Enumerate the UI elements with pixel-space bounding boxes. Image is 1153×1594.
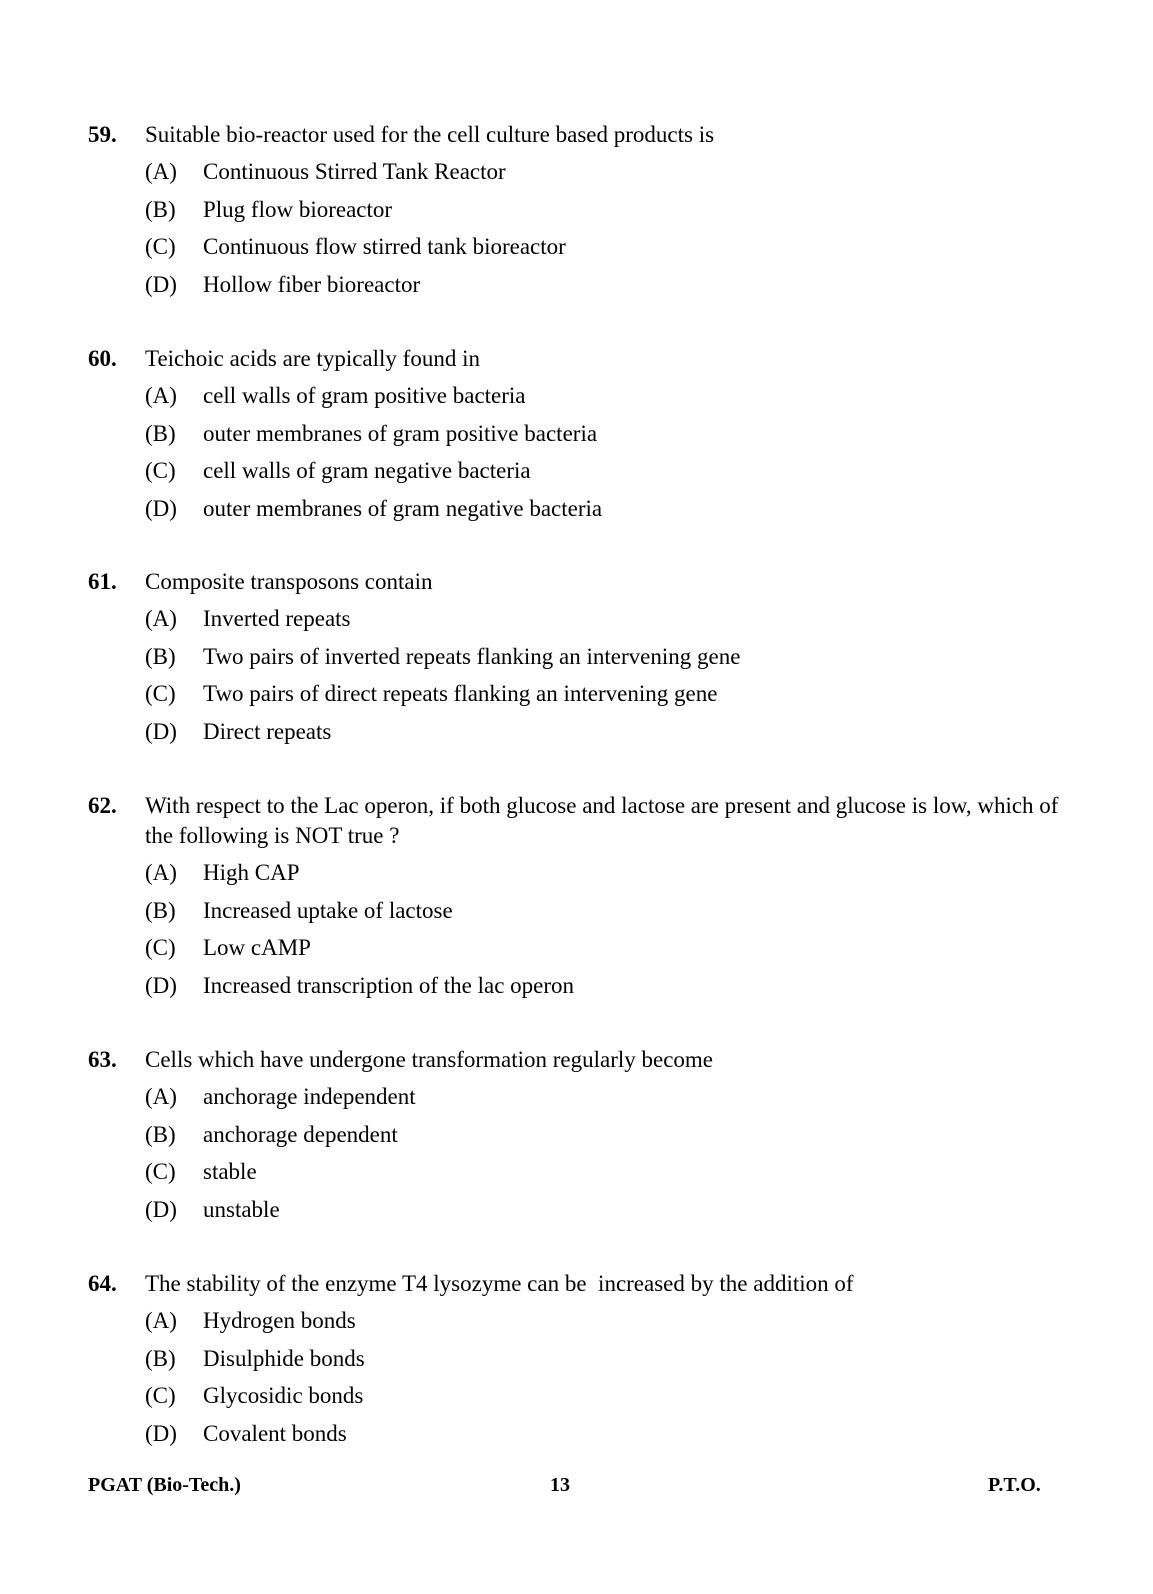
option-text: stable <box>203 1159 257 1184</box>
option-a <box>145 1082 1068 1112</box>
option-label: (B) <box>145 643 176 669</box>
option-label: (A) <box>145 383 177 408</box>
option-label: (D) <box>145 972 177 998</box>
option-text: Increased transcription of the lac operon <box>203 972 575 998</box>
question-number: 61. <box>88 569 117 594</box>
option-text: Disulphide bonds <box>203 1345 365 1371</box>
option-label: (C) <box>145 1159 176 1184</box>
option-label: (B) <box>145 196 176 222</box>
option-text: anchorage independent <box>203 1084 416 1109</box>
option-text: Plug flow bioreactor <box>203 196 393 222</box>
option-text: Inverted repeats <box>203 606 351 631</box>
option-b <box>145 1344 1068 1374</box>
option-text: Two pairs of direct repeats flanking an intervening gene <box>203 681 718 706</box>
option-label: (A) <box>145 1308 177 1333</box>
footer-pto: P.T.O. <box>988 1474 1041 1496</box>
question-59 <box>88 120 1068 307</box>
option-label: (C) <box>145 681 176 706</box>
option-a <box>145 157 1068 187</box>
question-text: Teichoic acids are typically found in <box>145 346 480 371</box>
option-text: High CAP <box>203 860 300 885</box>
option-d <box>145 270 1068 300</box>
option-text: outer membranes of gram positive bacteria <box>203 420 598 446</box>
option-a <box>145 858 1068 888</box>
option-label: (C) <box>145 935 176 960</box>
option-text: Increased uptake of lactose <box>203 897 453 923</box>
question-number: 62. <box>88 793 117 818</box>
option-d <box>145 494 1068 524</box>
question-number: 59. <box>88 122 117 147</box>
option-label: (A) <box>145 159 177 184</box>
footer-exam-code: PGAT (Bio-Tech.) <box>88 1474 241 1496</box>
option-list <box>145 604 1068 747</box>
option-text: Covalent bonds <box>203 1420 347 1446</box>
option-text: cell walls of gram positive bacteria <box>203 383 526 408</box>
question-number: 60. <box>88 346 117 371</box>
option-c <box>145 1381 1068 1411</box>
option-d <box>145 1419 1068 1449</box>
option-b <box>145 419 1068 449</box>
option-text: unstable <box>203 1196 280 1222</box>
option-c <box>145 456 1068 486</box>
option-label: (A) <box>145 606 177 631</box>
option-label: (D) <box>145 1196 177 1222</box>
option-text: outer membranes of gram negative bacteria <box>203 495 603 521</box>
option-label: (A) <box>145 860 177 885</box>
question-text: With respect to the Lac operon, if both glucose and lactose are present and glucose is low, which of the following is NOT true ? <box>145 793 1059 848</box>
option-b <box>145 195 1068 225</box>
option-text: Direct repeats <box>203 718 332 744</box>
question-64 <box>88 1269 1068 1456</box>
option-label: (C) <box>145 458 176 483</box>
option-label: (D) <box>145 1420 177 1446</box>
question-text: Cells which have undergone transformation regularly become <box>145 1047 714 1072</box>
question-60 <box>88 344 1068 531</box>
option-list <box>145 1082 1068 1225</box>
option-label: (B) <box>145 1345 176 1371</box>
option-a <box>145 604 1068 634</box>
option-c <box>145 679 1068 709</box>
option-b <box>145 642 1068 672</box>
question-text: Composite transposons contain <box>145 569 433 594</box>
question-number: 63. <box>88 1047 117 1072</box>
option-list <box>145 157 1068 300</box>
option-text: Continuous flow stirred tank bioreactor <box>203 234 566 259</box>
option-text: Hollow fiber bioreactor <box>203 271 421 297</box>
option-label: (D) <box>145 271 177 297</box>
option-a <box>145 381 1068 411</box>
option-list <box>145 858 1068 1001</box>
question-text: The stability of the enzyme T4 lysozyme can be increased by the addition of <box>145 1271 854 1296</box>
question-61 <box>88 567 1068 754</box>
option-label: (D) <box>145 718 177 744</box>
option-c <box>145 232 1068 262</box>
footer-page-number: 13 <box>550 1474 570 1496</box>
question-62 <box>88 791 1068 1008</box>
option-d <box>145 717 1068 747</box>
question-number: 64. <box>88 1271 117 1296</box>
option-label: (C) <box>145 234 176 259</box>
option-list <box>145 381 1068 524</box>
option-d <box>145 971 1068 1001</box>
option-b <box>145 1120 1068 1150</box>
option-text: Glycosidic bonds <box>203 1383 364 1408</box>
option-text: anchorage dependent <box>203 1121 398 1147</box>
option-label: (B) <box>145 897 176 923</box>
option-text: Two pairs of inverted repeats flanking an intervening gene <box>203 643 741 669</box>
option-label: (A) <box>145 1084 177 1109</box>
option-label: (B) <box>145 1121 176 1147</box>
option-text: Hydrogen bonds <box>203 1308 356 1333</box>
option-label: (D) <box>145 495 177 521</box>
question-text: Suitable bio-reactor used for the cell culture based products is <box>145 122 715 147</box>
option-text: Low cAMP <box>203 935 311 960</box>
option-d <box>145 1195 1068 1225</box>
option-label: (C) <box>145 1383 176 1408</box>
option-label: (B) <box>145 420 176 446</box>
option-a <box>145 1306 1068 1336</box>
option-c <box>145 933 1068 963</box>
option-c <box>145 1157 1068 1187</box>
option-b <box>145 896 1068 926</box>
question-63 <box>88 1045 1068 1232</box>
option-text: Continuous Stirred Tank Reactor <box>203 159 506 184</box>
option-list <box>145 1306 1068 1449</box>
option-text: cell walls of gram negative bacteria <box>203 458 531 483</box>
